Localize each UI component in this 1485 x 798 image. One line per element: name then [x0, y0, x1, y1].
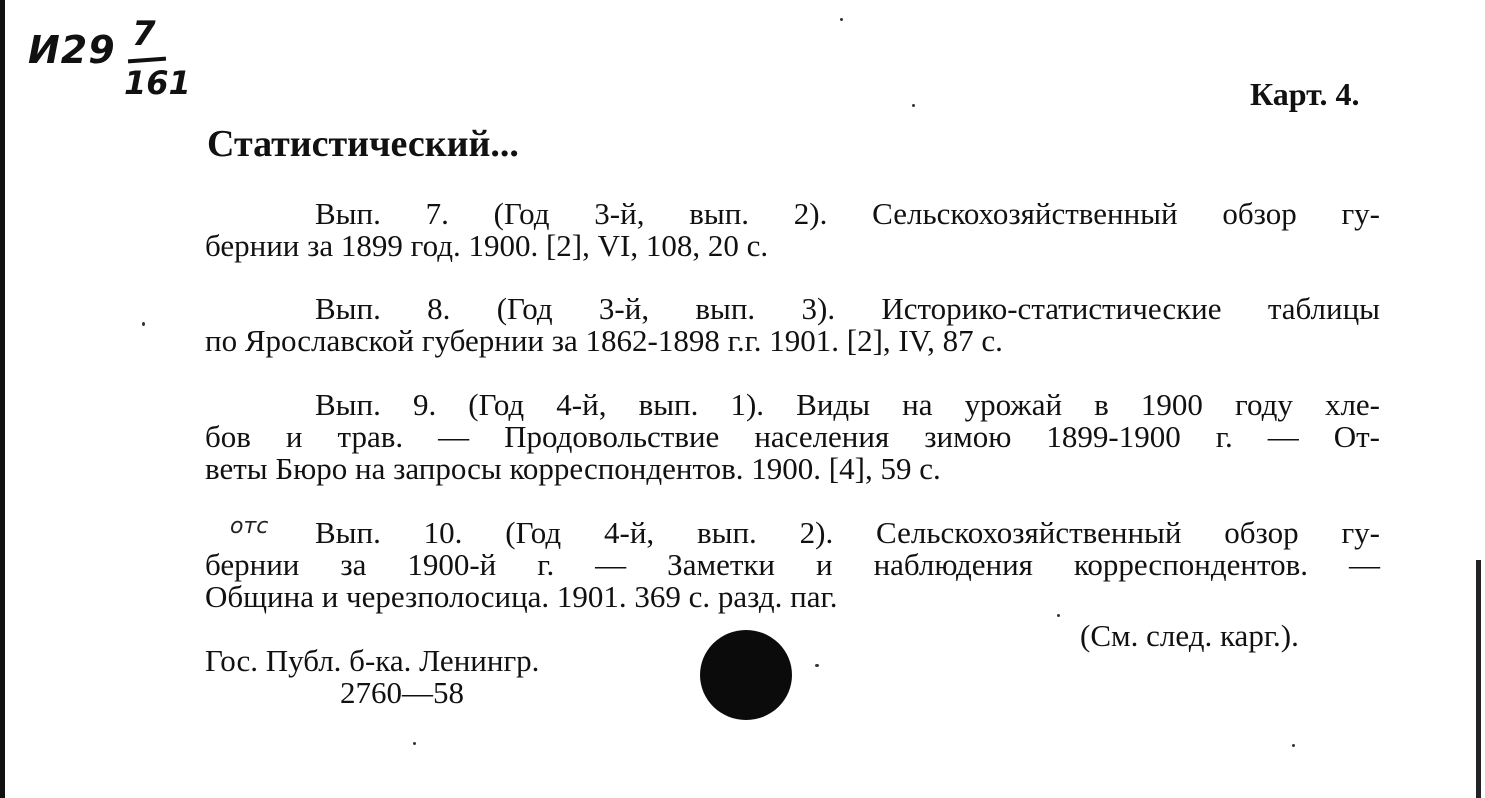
entry-heading: Статистический...	[207, 123, 519, 165]
entry-line: веты Бюро на запросы корреспондентов. 1900. [4], 59 с.	[205, 451, 941, 486]
margin-note: отс	[230, 514, 269, 539]
speck	[815, 664, 819, 667]
card-right-edge	[1476, 560, 1481, 798]
speck	[912, 104, 915, 107]
holding-library	[205, 645, 539, 709]
entry-line: по Ярославской губернии за 1862-1898 г.г. 1901. [2], IV, 87 с.	[205, 323, 1003, 358]
card-left-edge	[0, 0, 5, 798]
entry-line: бернии за 1899 год. 1900. [2], VI, 108, 20 с.	[205, 228, 769, 263]
entry-line: Община и черезполосица. 1901. 369 с. разд. паг.	[205, 579, 838, 614]
entry-line: Вып. 8. (Год 3-й, вып. 3). Историко-статистические таблицы	[315, 291, 1380, 326]
library-code: 2760—58	[340, 675, 464, 710]
speck	[142, 322, 145, 326]
shelf-mark-denominator: 161	[124, 64, 191, 102]
shelf-mark-fraction-bar	[128, 57, 166, 64]
speck	[840, 18, 843, 21]
shelf-mark-numerator: 7	[132, 14, 156, 54]
speck	[1057, 614, 1060, 617]
entry-line: Вып. 7. (Год 3-й, вып. 2). Сельскохозяйственный обзор гу-	[315, 196, 1380, 231]
see-next-card: (См. след. карг.).	[1080, 618, 1299, 653]
issue-entry	[205, 198, 1380, 262]
punch-hole	[700, 630, 792, 720]
speck	[413, 742, 416, 745]
entry-line: бернии за 1900-й г. — Заметки и наблюдения корреспондентов. —	[205, 547, 1380, 582]
issue-entry	[205, 293, 1380, 357]
issue-entry	[205, 517, 1380, 613]
card-number: Карт. 4.	[1250, 76, 1360, 112]
issue-entry	[205, 389, 1380, 485]
entry-line: Вып. 10. (Год 4-й, вып. 2). Сельскохозяйственный обзор гу-	[315, 515, 1380, 550]
entry-line: Вып. 9. (Год 4-й, вып. 1). Виды на урожай в 1900 году хле-	[315, 387, 1380, 422]
entry-line: бов и трав. — Продовольствие населения зимою 1899-1900 г. — От-	[205, 419, 1380, 454]
library-name: Гос. Публ. б-ка. Ленингр.	[205, 643, 540, 678]
shelf-mark-prefix: И29	[28, 28, 116, 72]
speck	[1292, 744, 1295, 747]
